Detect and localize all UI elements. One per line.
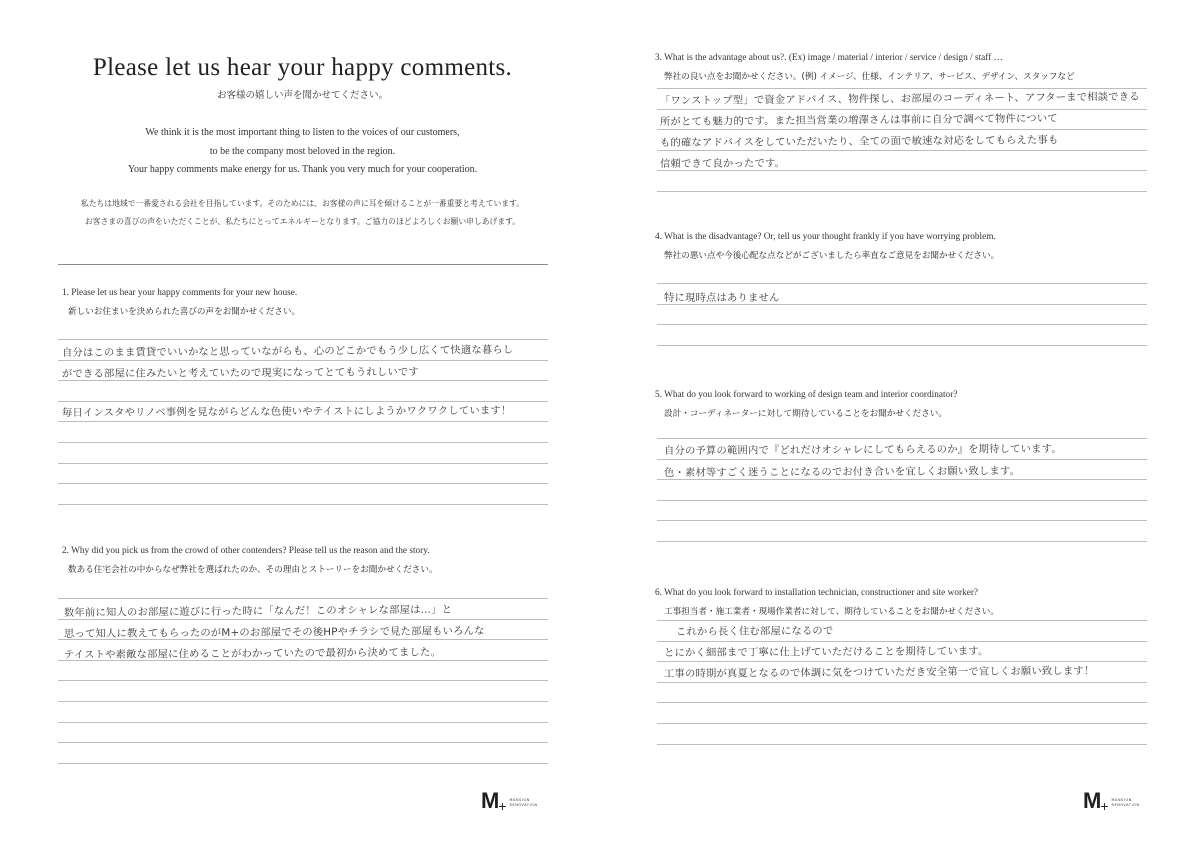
answer-6-line: これから長く住む部屋になるので bbox=[675, 624, 834, 638]
logo-text-line: MANSION bbox=[509, 798, 530, 802]
answer-rule-line bbox=[657, 702, 1147, 703]
answer-2-line: テイストや素敵な部屋に住めることがわかっていたので最初から決めてました。 bbox=[63, 646, 442, 661]
page-title-jp: お客様の嬉しい声を聞かせてください。 bbox=[216, 90, 388, 101]
answer-rule-line bbox=[58, 680, 548, 681]
intro-en-line: to be the company most beloved in the region. bbox=[209, 145, 396, 157]
answer-rule-line bbox=[657, 500, 1147, 501]
answer-rule-line bbox=[58, 742, 548, 743]
answer-rule-line bbox=[657, 324, 1147, 325]
question-3-en: 3. What is the advantage about us?. (Ex) image / material / interior / service / design / staff … bbox=[655, 53, 1003, 63]
answer-rule-line bbox=[58, 421, 548, 422]
answer-rule-line bbox=[657, 191, 1147, 192]
answer-6-line: 工事の時期が真夏となるので体調に気をつけていただき安全第一で宜しくお願い致します！ bbox=[663, 664, 1095, 680]
answer-rule-line bbox=[58, 504, 548, 505]
company-logo bbox=[481, 788, 538, 814]
answer-rule-line bbox=[657, 479, 1147, 480]
answer-5-line: 色・素材等すごく迷うことになるのでお付き合いを宜しくお願い致します。 bbox=[663, 465, 1021, 479]
answer-rule-line bbox=[58, 483, 548, 484]
answer-rule-line bbox=[657, 283, 1147, 284]
question-1-en: 1. Please let us hear your happy comments for your new house. bbox=[62, 288, 298, 298]
intro-en-line: We think it is the most important thing to listen to the voices of our customers, bbox=[145, 127, 460, 138]
answer-rule-line bbox=[58, 763, 548, 764]
answer-rule-line bbox=[657, 682, 1147, 683]
intro-en-line: Your happy comments make energy for us. Thank you very much for your cooperation. bbox=[127, 164, 478, 175]
answer-1-line: ができる部屋に住みたいと考えていたので現実になってとてもうれしいです bbox=[61, 366, 419, 380]
question-4-jp: 弊社の悪い点や今後心配な点などがございましたら率直なご意見をお聞かせください。 bbox=[664, 251, 1000, 261]
logo-text bbox=[510, 798, 538, 808]
question-5-jp: 設計・コーディネーターに対して期待していることをお聞かせください。 bbox=[664, 409, 947, 419]
question-6-en: 6. What do you look forward to installation technician, constructioner and site worker? bbox=[655, 588, 979, 598]
intro-jp bbox=[60, 195, 545, 231]
answer-rule-line bbox=[657, 129, 1147, 130]
answer-3-line: 信頼できて良かったです。 bbox=[659, 157, 786, 170]
answer-rule-line bbox=[657, 345, 1147, 346]
question-1-jp: 新しいお住まいを決められた喜びの声をお聞かせください。 bbox=[68, 307, 301, 317]
logo-plus: + bbox=[498, 798, 507, 814]
question-2-en: 2. Why did you pick us from the crowd of other contenders? Please tell us the reason and the story. bbox=[62, 546, 430, 556]
answer-rule-line bbox=[58, 619, 548, 620]
logo-text-line: RENOVATION bbox=[1111, 803, 1140, 807]
answer-rule-line bbox=[58, 339, 548, 340]
question-6-jp: 工事担当者・施工業者・現場作業者に対して、期待していることをお聞かせください。 bbox=[664, 607, 999, 617]
answer-rule-line bbox=[657, 438, 1147, 439]
answer-rule-line bbox=[657, 459, 1147, 460]
answer-rule-line bbox=[58, 360, 548, 361]
logo-mark: M bbox=[481, 788, 500, 813]
question-5-en: 5. What do you look forward to working of design team and interior coordinator? bbox=[655, 390, 958, 400]
answer-rule-line bbox=[657, 109, 1147, 110]
answer-rule-line bbox=[657, 541, 1147, 542]
answer-rule-line bbox=[657, 723, 1147, 724]
answer-6-line: とにかく細部まで丁寧に仕上げていただけることを期待しています。 bbox=[663, 645, 989, 659]
answer-rule-line bbox=[657, 520, 1147, 521]
answer-rule-line bbox=[58, 463, 548, 464]
answer-rule-line bbox=[58, 442, 548, 443]
answer-rule-line bbox=[58, 722, 548, 723]
section-divider bbox=[58, 264, 548, 265]
logo-text-line: RENOVATION bbox=[509, 803, 538, 807]
answer-2-line: 数年前に知人のお部屋に遊びに行った時に「なんだ！このオシャレな部屋は…」と bbox=[63, 603, 453, 619]
page-title: Please let us hear your happy comments. bbox=[92, 54, 513, 81]
answer-5-line: 自分の予算の範囲内で『どれだけオシャレにしてもらえるのか』を期待しています。 bbox=[663, 442, 1062, 457]
question-2-jp: 数ある住宅会社の中からなぜ弊社を選ばれたのか、その理由とストーリーをお聞かせください。 bbox=[68, 565, 438, 575]
logo-text bbox=[1112, 798, 1140, 808]
intro-jp-line: お客さまの喜びの声をいただくことが、私たちにとってエネルギーとなります。ご協力のほどよろしくお願い申しあげます。 bbox=[84, 217, 521, 226]
answer-3-line: も的確なアドバイスをしていただいたり、全ての面で敏速な対応をしてもらえた事も bbox=[659, 134, 1059, 149]
intro-en bbox=[60, 124, 545, 180]
company-logo bbox=[1083, 788, 1140, 814]
answer-rule-line bbox=[657, 641, 1147, 642]
answer-rule-line bbox=[58, 598, 548, 599]
answer-rule-line bbox=[58, 380, 548, 381]
answer-rule-line bbox=[58, 701, 548, 702]
logo-mark: M bbox=[1083, 788, 1102, 813]
logo-text-line: MANSION bbox=[1111, 798, 1132, 802]
answer-1-line: 自分はこのまま賃貸でいいかなと思っていながらも、心のどこかでもう少し広くて快適な暮らし bbox=[61, 343, 514, 359]
question-4-en: 4. What is the disadvantage? Or, tell us your thought frankly if you have worrying problem. bbox=[655, 232, 996, 242]
answer-2-line: 思って知人に教えてもらったのがM+のお部屋でその後HPやチラシで見た部屋もいろんな bbox=[63, 625, 485, 640]
logo-plus: + bbox=[1100, 798, 1109, 814]
answer-3-line: 「ワンストップ型」で資金アドバイス、物件探し、お部屋のコーディネート、アフターまで相談できる bbox=[659, 90, 1140, 107]
answer-rule-line bbox=[657, 170, 1147, 171]
answer-3-line: 所がとても魅力的です。また担当営業の増澤さんは事前に自分で調べて物件について bbox=[659, 112, 1058, 128]
answer-4-line: 特に現時点はありません bbox=[664, 292, 780, 304]
right-page bbox=[600, 0, 1200, 848]
answer-rule-line bbox=[657, 150, 1147, 151]
question-3-jp: 弊社の良い点をお聞かせください。(例) イメージ、仕様、インテリア、サービス、デザイン、スタッフなど bbox=[664, 72, 1075, 82]
intro-jp-line: 私たちは地域で一番愛される会社を目指しています。そのためには、お客様の声に耳を傾けることが一番重要と考えています。 bbox=[80, 199, 525, 208]
answer-rule-line bbox=[657, 620, 1147, 621]
answer-1-line: 毎日インスタやリノベ事例を見ながらどんな色使いやテイストにしようかワクワクしています！ bbox=[61, 404, 512, 419]
answer-rule-line bbox=[657, 744, 1147, 745]
